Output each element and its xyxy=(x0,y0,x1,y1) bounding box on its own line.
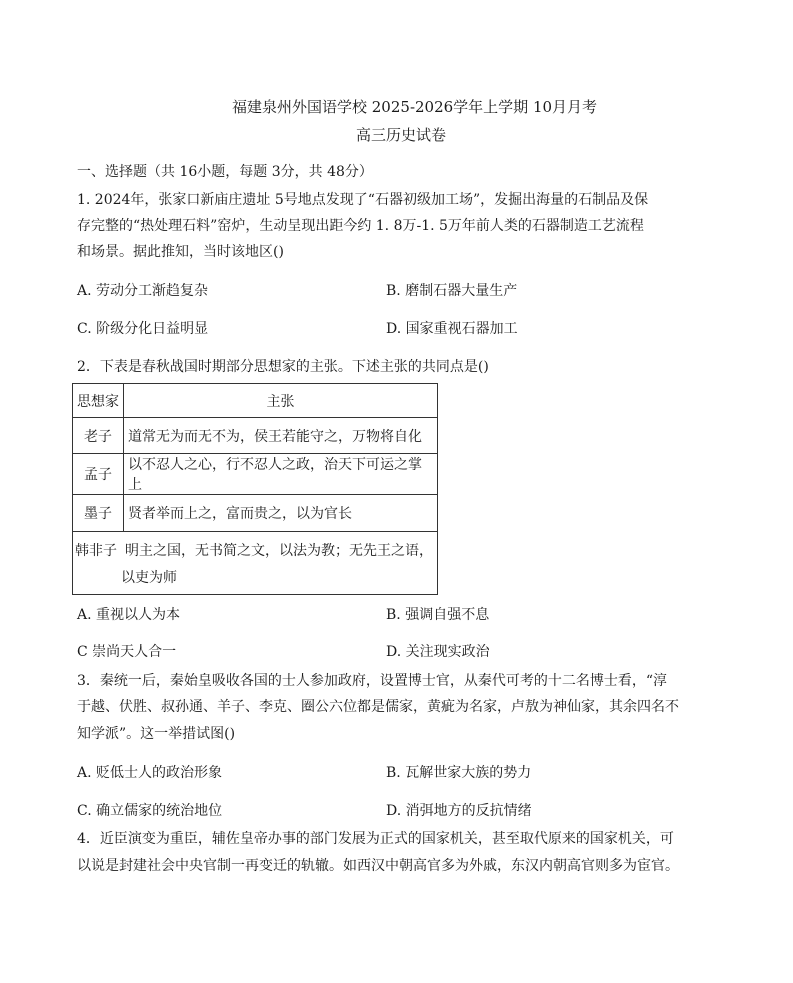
q3-option-d: D. 消弭地方的反抗情绪 xyxy=(386,803,532,819)
exam-title: 福建泉州外国语学校 2025-2026学年上学期 10月月考 xyxy=(232,98,598,116)
table-cell-thinker: 韩非子 xyxy=(75,543,117,559)
exam-subtitle: 高三历史试卷 xyxy=(356,126,447,144)
q2-stem: 2．下表是春秋战国时期部分思想家的主张。下述主张的共同点是() xyxy=(77,359,489,375)
table-cell-claim: 贤者举而上之，富而贵之，以为官长 xyxy=(124,495,438,532)
q3-stem-line-2: 于越、伏胜、叔孙通、羊子、李克、圈公六位都是儒家，黄疵为名家，卢敖为神仙家，其余四名不 xyxy=(77,699,679,715)
table-cell-claim-line-1: 明主之国，无书简之文，以法为教；无先王之语， xyxy=(125,543,433,559)
q4-stem-line-2: 以说是封建社会中央官制一再变迁的轨辙。如西汉中朝高官多为外戚，东汉内朝高官则多为宦官。 xyxy=(77,858,679,874)
q1-stem-line-1: 1. 2024年，张家口新庙庄遗址 5号地点发现了“石器初级加工场”，发掘出海量的石制品及保 xyxy=(77,192,649,208)
table-header-claim: 主张 xyxy=(124,384,438,418)
table-header-row xyxy=(73,384,438,418)
q3-stem-line-3: 知学派”。这一举措试图() xyxy=(77,726,236,742)
table-row xyxy=(73,418,438,454)
q1-option-a: A. 劳动分工渐趋复杂 xyxy=(77,283,209,299)
q1-option-d: D. 国家重视石器加工 xyxy=(386,321,518,337)
q2-option-b: B. 强调自强不息 xyxy=(386,607,490,623)
q2-option-c: C 崇尚天人合一 xyxy=(77,644,177,660)
table-cell-claim: 道常无为而无不为，侯王若能守之，万物将自化 xyxy=(124,418,438,454)
q1-option-b: B. 磨制石器大量生产 xyxy=(386,283,518,299)
table-cell-claim: 以不忍人之心，行不忍人之政，治天下可运之掌上 xyxy=(124,454,438,495)
table-cell-thinker: 老子 xyxy=(73,418,124,454)
table-cell-thinker: 孟子 xyxy=(73,454,124,495)
q2-option-d: D. 关注现实政治 xyxy=(386,644,490,660)
table-cell-thinker: 墨子 xyxy=(73,495,124,532)
table-cell-merged xyxy=(73,532,438,595)
q3-option-a: A. 贬低士人的政治形象 xyxy=(77,765,223,781)
q1-stem-line-2: 存完整的“热处理石料”窑炉，生动呈现出距今约 1. 8万-1. 5万年前人类的石器制造工艺流程 xyxy=(77,218,644,234)
table-row xyxy=(73,532,438,595)
q3-option-b: B. 瓦解世家大族的势力 xyxy=(386,765,532,781)
thinkers-table xyxy=(72,383,438,595)
q1-option-c: C. 阶级分化日益明显 xyxy=(77,321,209,337)
section-heading: 一、选择题（共 16小题，每题 3分，共 48分） xyxy=(77,164,373,180)
table-cell-claim-line-2: 以吏为师 xyxy=(121,570,177,586)
q4-stem-line-1: 4．近臣演变为重臣，辅佐皇帝办事的部门发展为正式的国家机关，甚至取代原来的国家机关，可 xyxy=(77,831,674,847)
q3-option-c: C. 确立儒家的统治地位 xyxy=(77,803,223,819)
table-header-thinker: 思想家 xyxy=(73,384,124,418)
q2-option-a: A. 重视以人为本 xyxy=(77,607,181,623)
q3-stem-line-1: 3．秦统一后，秦始皇吸收各国的士人参加政府，设置博士官，从秦代可考的十二名博士看，“淳 xyxy=(77,673,668,689)
table-row xyxy=(73,495,438,532)
q1-stem-line-3: 和场景。据此推知，当时该地区() xyxy=(77,244,284,260)
table-row xyxy=(73,454,438,495)
